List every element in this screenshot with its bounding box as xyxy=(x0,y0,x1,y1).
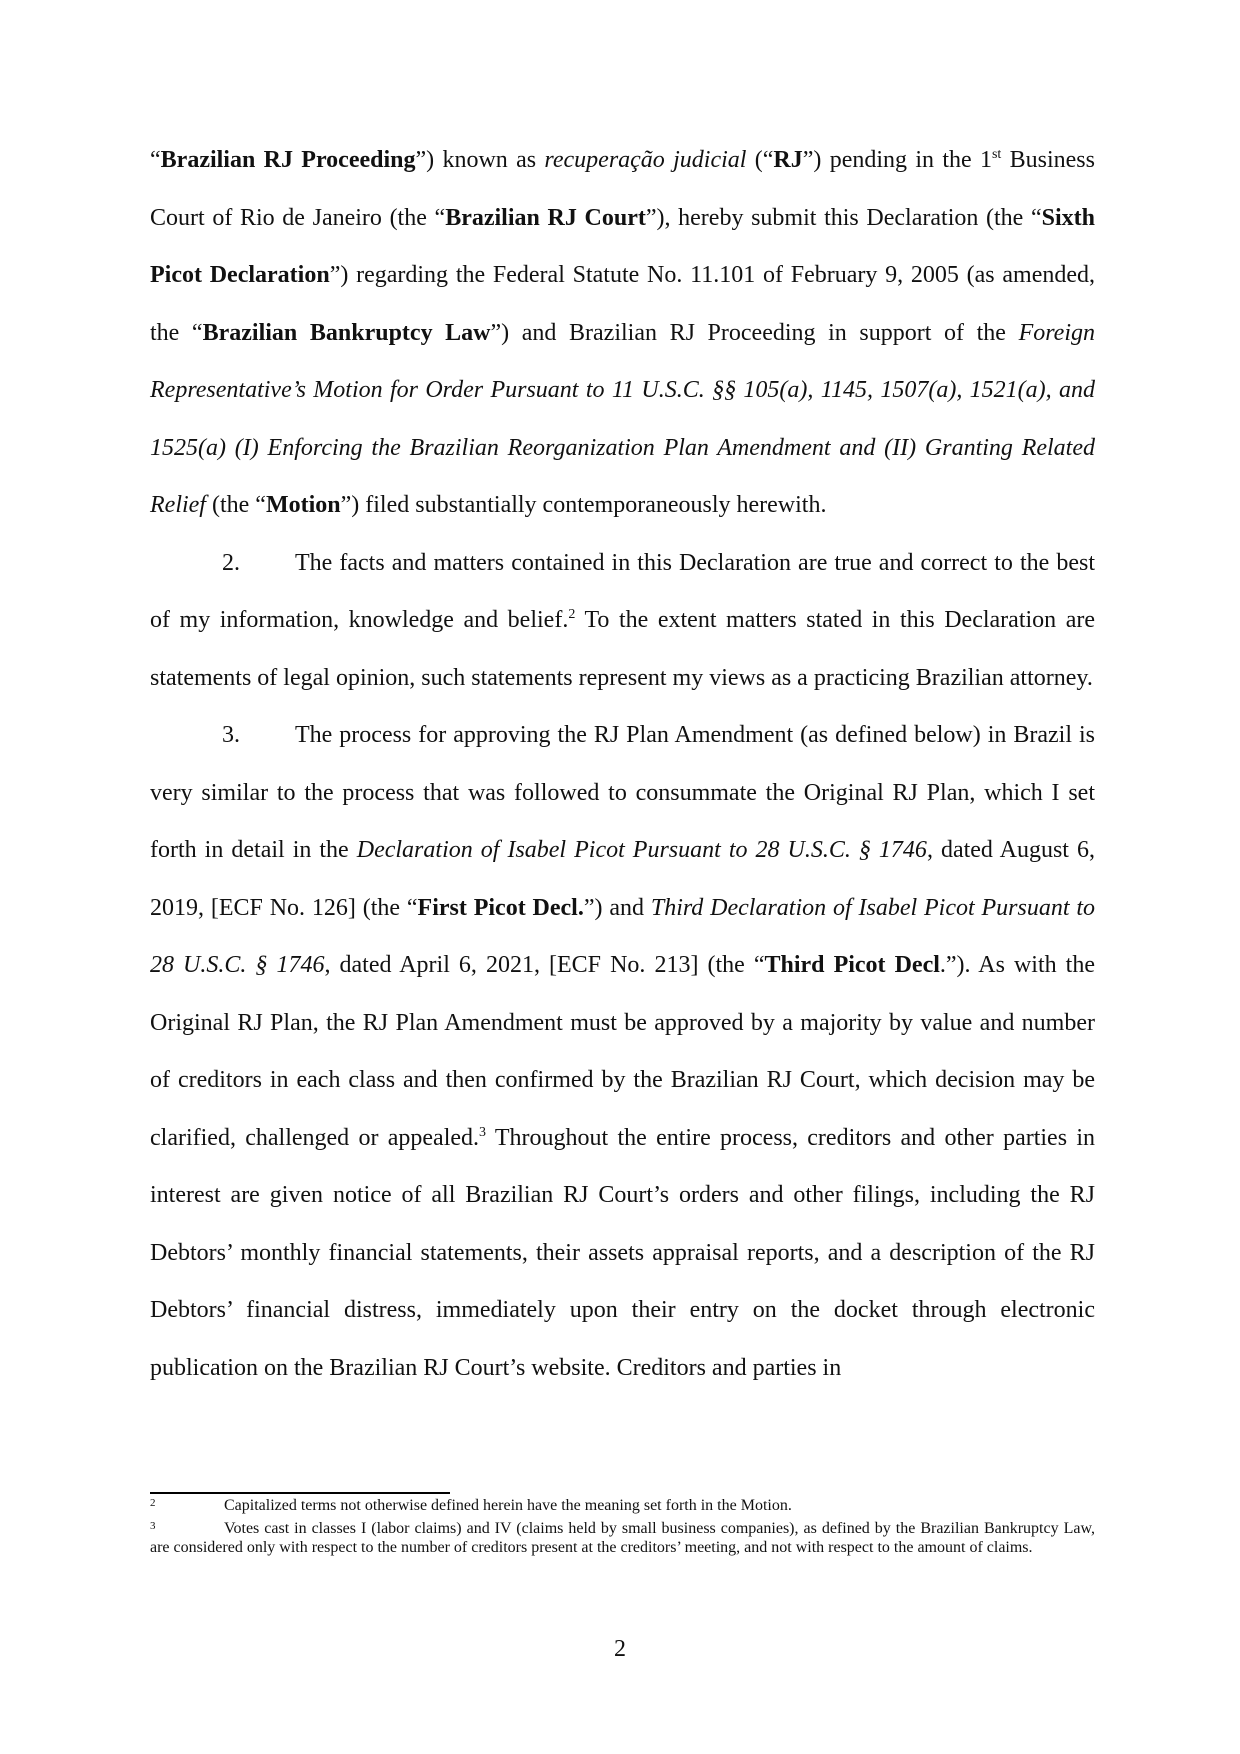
footnote-text: Capitalized terms not otherwise defined herein have the meaning set forth in the Motion. xyxy=(224,1497,792,1514)
defined-term: RJ xyxy=(773,147,803,173)
footnote-separator xyxy=(150,1492,450,1494)
defined-term: Brazilian RJ Proceeding xyxy=(160,147,416,173)
paragraph-1-continued xyxy=(150,132,1095,535)
footnote xyxy=(150,1496,1095,1515)
text-run: , dated August 6, 2019, [ECF No. 126] (the “ xyxy=(150,837,1095,921)
footnote-text: Votes cast in classes I (labor claims) and IV (claims held by small business companies), as defined by the Brazilian Bankruptcy Law, are considered only with respect to the number of creditors present at the creditors’ meeting, and not with respect to the amount of claims. xyxy=(150,1520,1095,1556)
text-run: ”), hereby submit this Declaration (the “ xyxy=(645,204,1042,231)
text-run: The facts and matters contained in this Declaration are true and correct to the best of my information, knowledge and belief. xyxy=(150,549,1095,633)
text-run: ”) and xyxy=(583,894,651,921)
text-run: , dated April 6, 2021, [ECF No. 213] (the “ xyxy=(324,952,765,978)
body-text xyxy=(150,132,1095,1397)
text-run: ”) pending in the 1 xyxy=(802,147,992,173)
paragraph-number: 3. xyxy=(222,722,240,748)
text-run: ”) regarding the Federal Statute No. 11.101 of February 9, 2005 (as amended, the “ xyxy=(150,262,1095,346)
footnotes xyxy=(150,1496,1095,1561)
footnote-reference: 2 xyxy=(568,607,576,622)
ordinal-suffix: st xyxy=(991,147,1002,162)
paragraph-number: 2. xyxy=(222,549,240,576)
defined-term: Brazilian RJ Court xyxy=(445,204,646,231)
defined-term: Motion xyxy=(265,492,341,518)
text-run: (“ xyxy=(746,147,774,173)
text-run: ”) known as xyxy=(415,147,545,173)
text-run: The process for approving the RJ Plan Amendment (as defined below) in Brazil is very similar to the process that was followed to consummate the Original RJ Plan, which I set forth in detail in the xyxy=(150,722,1095,863)
defined-term: First Picot Decl. xyxy=(417,894,584,921)
italic-term: recuperação judicial xyxy=(544,147,747,173)
text-run: ”) filed substantially contemporaneously herewith. xyxy=(340,492,827,518)
footnote xyxy=(150,1519,1095,1557)
text-run: Throughout the entire process, creditors and other parties in interest are given notice of all Brazilian RJ Court’s orders and other filings, including the RJ Debtors’ monthly financial statements, their assets appraisal reports, and a description of the RJ Debtors’ financial distress, immediately upon their entry on the docket through electronic publication on the Brazilian RJ Court’s website. Creditors and parties in xyxy=(150,1124,1095,1381)
defined-term: Third Picot Decl xyxy=(764,952,940,978)
page-number: 2 xyxy=(614,1636,626,1662)
text-run: “ xyxy=(150,147,161,173)
text-run: (the “ xyxy=(205,492,266,518)
paragraph-2 xyxy=(150,535,1095,708)
footnote-mark: 2 xyxy=(150,1497,156,1509)
citation-title: Third Declaration of Isabel Picot Pursuant to 28 U.S.C. § 1746 xyxy=(150,894,1096,978)
citation-title: Declaration of Isabel Picot Pursuant to 28 U.S.C. § 1746 xyxy=(356,837,927,863)
footnote-mark: 3 xyxy=(150,1520,156,1532)
paragraph-3 xyxy=(150,707,1095,1397)
motion-title: Foreign Representative’s Motion for Order Pursuant to 11 U.S.C. §§ 105(a), 1145, 1507(a), 1521(a), and 1525(a) (I) Enforcing the Brazilian Reorganization Plan Amendment and (II) Granting Related Relief xyxy=(150,319,1095,518)
defined-term: Brazilian Bankruptcy Law xyxy=(202,319,491,346)
text-run: ”) and Brazilian RJ Proceeding in support of the xyxy=(490,319,1019,346)
text-run: To the extent matters stated in this Declaration are statements of legal opinion, such statements represent my views as a practicing Brazilian attorney. xyxy=(150,607,1096,691)
text-run: Business Court of Rio de Janeiro (the “ xyxy=(150,147,1095,231)
text-run: .”). As with the Original RJ Plan, the RJ Plan Amendment must be approved by a majority by value and number of creditors in each class and then confirmed by the Brazilian RJ Court, which decision may be clarified, challenged or appealed. xyxy=(150,952,1096,1151)
defined-term: Sixth Picot Declaration xyxy=(150,204,1095,288)
footnote-reference: 3 xyxy=(479,1124,487,1140)
